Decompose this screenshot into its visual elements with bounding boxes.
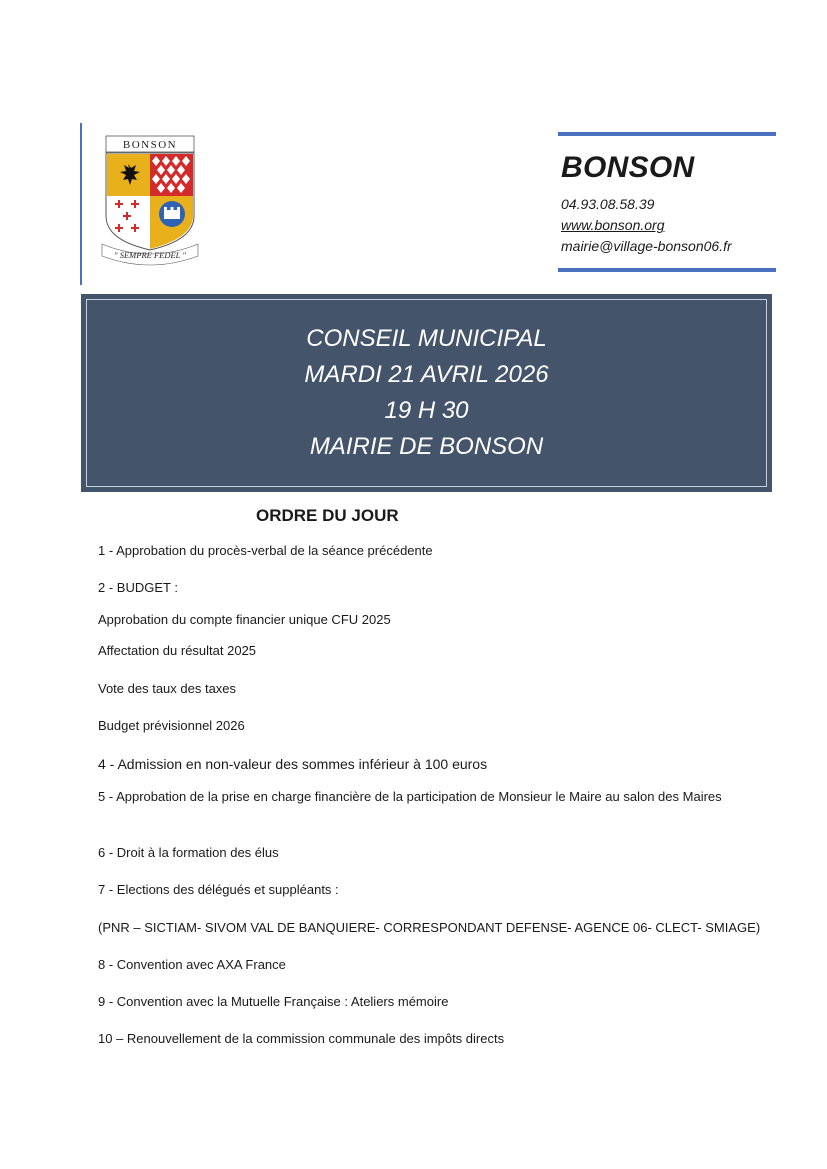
contact-block bbox=[561, 150, 776, 257]
agenda-item: 6 - Droit à la formation des élus bbox=[98, 845, 279, 860]
agenda-item: 2 - BUDGET : bbox=[98, 580, 178, 595]
phone-number: 04.93.08.58.39 bbox=[561, 196, 655, 212]
agenda-subitem: Affectation du résultat 2025 bbox=[98, 643, 257, 658]
agenda-item: 8 - Convention avec AXA France bbox=[98, 957, 286, 972]
banner-line-title: CONSEIL MUNICIPAL bbox=[306, 325, 547, 352]
bonson-coat-of-arms-logo bbox=[100, 134, 200, 266]
agenda-subitem: (PNR – SICTIAM- SIVOM VAL DE BANQUIERE- CORRESPONDANT DEFENSE- AGENCE 06- CLECT- SMIAGE) bbox=[98, 920, 761, 935]
agenda-item: 7 - Elections des délégués et suppléants : bbox=[98, 882, 339, 897]
email-address: mairie@village-bonson06.fr bbox=[561, 238, 732, 254]
crest-top-text: BONSON bbox=[122, 139, 178, 151]
meeting-banner bbox=[81, 294, 772, 492]
agenda-item: 10 – Renouvellement de la commission communale des impôts directs bbox=[98, 1031, 505, 1046]
agenda-subitem: Budget prévisionnel 2026 bbox=[98, 718, 245, 733]
contact-bottom-rule bbox=[558, 268, 776, 272]
agenda-item: 5 - Approbation de la prise en charge financière de la participation de Monsieur le Maire au salon des Maires bbox=[98, 789, 722, 804]
website-link[interactable]: www.bonson.org bbox=[561, 217, 665, 233]
town-name: BONSON bbox=[561, 151, 695, 184]
agenda-subitem: Vote des taux des taxes bbox=[98, 681, 237, 696]
agenda-title: ORDRE DU JOUR bbox=[256, 506, 399, 525]
agenda-item: 9 - Convention avec la Mutuelle Française : Ateliers mémoire bbox=[98, 994, 449, 1009]
agenda-subitem: Approbation du compte financier unique CFU 2025 bbox=[98, 612, 391, 627]
header-left-rule bbox=[80, 123, 82, 285]
agenda-item: 1 - Approbation du procès-verbal de la séance précédente bbox=[98, 543, 433, 558]
banner-line-time: 19 H 30 bbox=[384, 397, 469, 424]
crest-motto: " SEMPRE FEDEL " bbox=[114, 250, 186, 260]
banner-line-location: MAIRIE DE BONSON bbox=[309, 433, 544, 460]
contact-top-rule bbox=[558, 132, 776, 136]
meeting-banner-frame bbox=[86, 299, 767, 487]
agenda-item: 4 - Admission en non-valeur des sommes inférieur à 100 euros bbox=[98, 756, 488, 772]
banner-line-date: MARDI 21 AVRIL 2026 bbox=[304, 361, 549, 388]
